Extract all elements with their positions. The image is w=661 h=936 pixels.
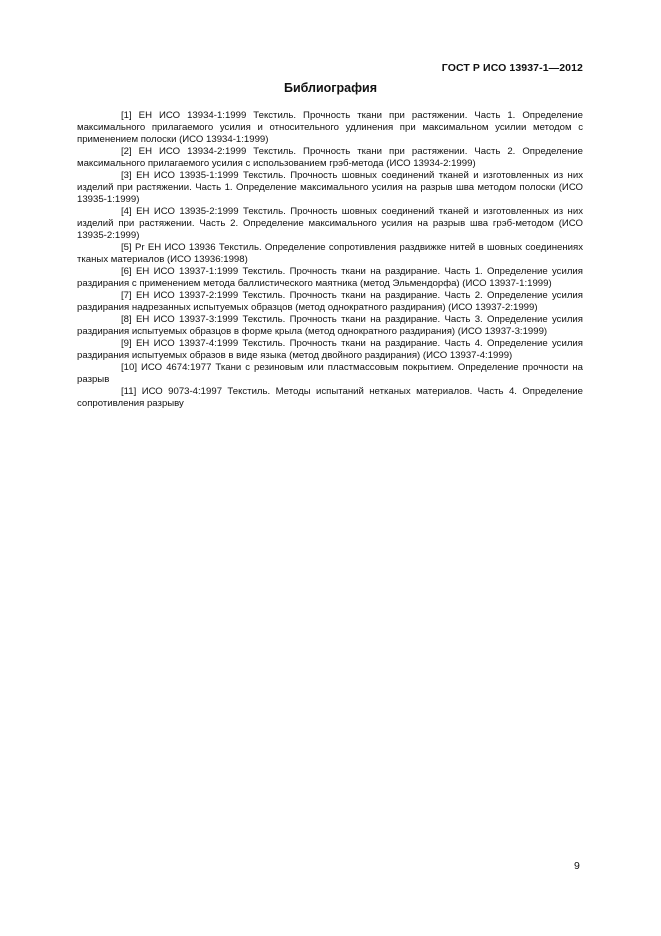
bibliography-item-text: ЕН ИСО 13935-2:1999 Текстиль. Прочность шовных соединений тканей и изготовленных из них изделий при растяжении. Часть 2. Определение максимального усилия на разрыв шва грэб-методом (ИСО 13935-2:1999) — [77, 206, 584, 241]
bibliography-item — [77, 266, 583, 290]
bibliography-item-text: ЕН ИСО 13935-1:1999 Текстиль. Прочность шовных соединений тканей и изготовленных из них изделий при растяжении. Часть 1. Определение максимального усилия на разрыв шва методом полоски (ИСО 13935-1:1999) — [77, 170, 584, 205]
bibliography-item-number: [5] — [121, 242, 132, 253]
bibliography-item-text: ЕН ИСО 13937-3:1999 Текстиль. Прочность ткани на раздирание. Часть 3. Определение усилия раздирания испытуемых образцов в форме крыла (метод однократного раздирания) (ИСО 13937-3:1999) — [77, 314, 583, 337]
bibliography-item-number: [7] — [121, 290, 132, 301]
bibliography-item-number: [4] — [121, 206, 132, 217]
bibliography-list — [77, 110, 583, 410]
bibliography-item — [77, 386, 583, 410]
bibliography-item-text: ЕН ИСО 13934-1:1999 Текстиль. Прочность ткани при растяжении. Часть 1. Определение максимального прилагаемого усилия и относительного удлинения при максимальном усилии методом с применением полоски (ИСО 13934-1:1999) — [77, 110, 583, 145]
bibliography-item-number: [3] — [121, 170, 132, 181]
bibliography-item — [77, 242, 583, 266]
bibliography-item-text: Pr ЕН ИСО 13936 Текстиль. Определение сопротивления раздвижке нитей в шовных соединениях тканых материалов (ИСО 13936:1998) — [77, 242, 584, 265]
bibliography-item-number: [8] — [121, 314, 132, 325]
bibliography-item-text: ИСО 4674:1977 Ткани с резиновым или пластмассовым покрытием. Определение прочности на разрыв — [77, 362, 583, 385]
bibliography-item — [77, 110, 583, 146]
bibliography-item-number: [6] — [121, 266, 132, 277]
bibliography-item — [77, 170, 583, 206]
bibliography-item — [77, 206, 583, 242]
bibliography-item-text: ЕН ИСО 13937-4:1999 Текстиль. Прочность ткани на раздирание. Часть 4. Определение усилия раздирания испытуемых образов в виде языка (метод двойного раздирания) (ИСО 13937-4:1999) — [77, 338, 583, 361]
bibliography-item — [77, 314, 583, 338]
bibliography-item-number: [9] — [121, 338, 132, 349]
bibliography-item — [77, 290, 583, 314]
bibliography-item-number: [11] — [121, 386, 137, 397]
bibliography-title: Библиография — [283, 81, 378, 95]
bibliography-item-text: ИСО 9073-4:1997 Текстиль. Методы испытаний нетканых материалов. Часть 4. Определение сопротивления разрыву — [77, 386, 583, 409]
bibliography-item-text: ЕН ИСО 13934-2:1999 Текстиль. Прочность ткани при растяжении. Часть 2. Определение максимального прилагаемого усилия с использованием грэб-метода (ИСО 13934-2:1999) — [77, 146, 583, 169]
bibliography-item — [77, 146, 583, 170]
bibliography-item-number: [1] — [121, 110, 132, 121]
bibliography-item — [77, 338, 583, 362]
standard-id-header: ГОСТ Р ИСО 13937-1—2012 — [441, 62, 583, 74]
page-number: 9 — [574, 860, 580, 872]
bibliography-item-number: [2] — [121, 146, 132, 157]
bibliography-item-text: ЕН ИСО 13937-1:1999 Текстиль. Прочность ткани на раздирание. Часть 1. Определение усилия раздирания с применением метода баллистического маятника (метод Эльмендорфа) (ИСО 13937-1:1999) — [77, 266, 583, 289]
bibliography-item-text: ЕН ИСО 13937-2:1999 Текстиль. Прочность ткани на раздирание. Часть 2. Определение усилия раздирания надрезанных испытуемых образцов (метод однократного раздирания) (ИСО 13937-2:1999) — [77, 290, 583, 313]
bibliography-item — [77, 362, 583, 386]
bibliography-item-number: [10] — [121, 362, 138, 373]
